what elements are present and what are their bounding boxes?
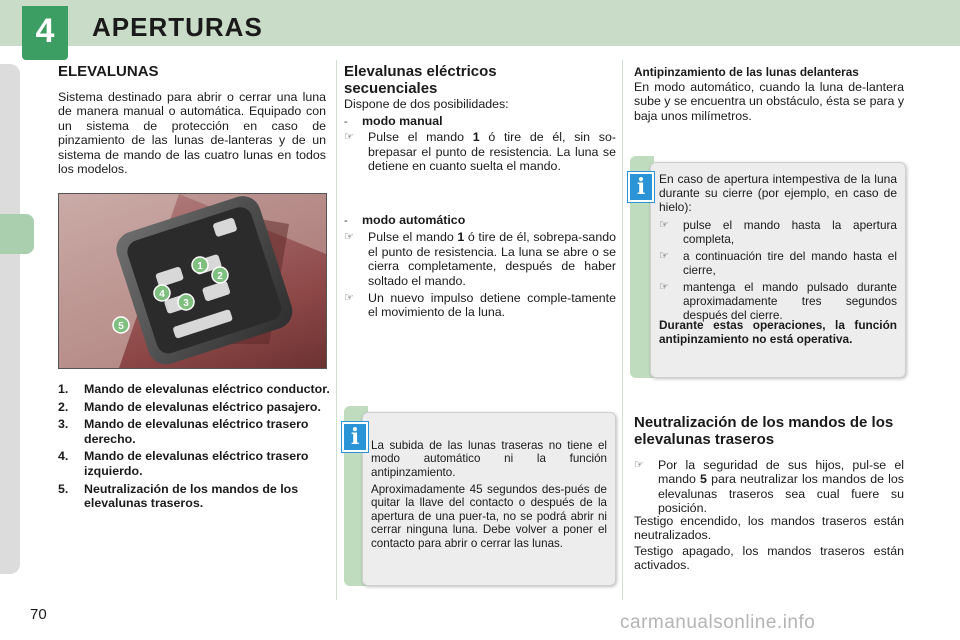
indicator-on-text: Testigo encendido, los mandos traseros están neutralizados. bbox=[634, 514, 904, 543]
info-rear-p2: Aproximadamente 45 segundos des-pués de quitar la llave del contacto o después de la apertura de una puer-ta, no se podrá abrir ni cerrar ninguna luna. Debe volver a poner el contacto para abrir o cerrar las lunas. bbox=[371, 483, 607, 550]
chapter-number-tab: 4 bbox=[22, 6, 68, 60]
pointer-bullet-icon: ☞ bbox=[659, 281, 669, 294]
info-box-antipinch bbox=[650, 162, 906, 378]
neutralizacion-instruction: ☞ Por la seguridad de sus hijos, pul-se el mando 5 para neutralizar los mandos de los elevalunas traseros sea cual fuere su posición. bbox=[634, 458, 904, 516]
info-antipinch-warning: Durante estas operaciones, la función antipinzamiento no está operativa. bbox=[659, 318, 897, 346]
indicator-off-text: Testigo apagado, los mandos traseros están activados. bbox=[634, 544, 904, 573]
legend-item: 5. Neutralización de los mandos de los elevalunas traseros. bbox=[58, 481, 299, 511]
photo-marker: 1 bbox=[197, 261, 203, 272]
auto-mode-title: modo automático bbox=[362, 213, 466, 227]
chapter-sidebar-active-marker bbox=[0, 214, 34, 254]
pointer-bullet-icon: ☞ bbox=[344, 231, 354, 244]
pointer-bullet-icon: ☞ bbox=[344, 131, 354, 144]
legend-item: 1. Mando de elevalunas eléctrico conductor. bbox=[58, 382, 330, 396]
manual-mode-block: - modo manual ☞ Pulse el mando 1 ó tire de él, sin so-brepasar el punto de resistencia. La luna se detiene en cuanto suelta el mando. bbox=[344, 114, 616, 174]
info-rear-p1: La subida de las lunas traseras no tiene el modo automático ni la función antipinzamiento. bbox=[371, 439, 607, 479]
photo-marker: 3 bbox=[183, 298, 189, 309]
watermark-text: carmanualsonline.info bbox=[620, 612, 816, 633]
info-box-rear-windows bbox=[362, 412, 616, 586]
legend-item: 4. Mando de elevalunas eléctrico trasero izquierdo. bbox=[58, 449, 309, 478]
photo-marker: 4 bbox=[159, 289, 165, 300]
secuenciales-intro: Dispone de dos posibilidades: bbox=[344, 97, 509, 111]
legend-item: 2. Mando de elevalunas eléctrico pasajero. bbox=[58, 399, 321, 414]
auto-mode-block: - modo automático ☞ Pulse el mando 1 ó tire de él, sobrepa-sando el punto de resistencia. La luna se abre o se cierra completamente, después de haber soltado el mando. ☞ Un nuevo impulso detiene comple-tamente el movimiento de la luna. bbox=[344, 213, 616, 320]
photo-marker: 5 bbox=[118, 321, 124, 332]
column-divider bbox=[622, 60, 623, 600]
info-icon: i bbox=[342, 422, 368, 452]
page-number: 70 bbox=[30, 606, 47, 623]
control-legend-list bbox=[58, 382, 330, 514]
info-antipinch-intro: En caso de apertura intempestiva de la luna durante su cierre (por ejemplo, en caso de hielo): bbox=[659, 172, 897, 214]
chapter-title: APERTURAS bbox=[92, 12, 263, 42]
manual-mode-title: modo manual bbox=[362, 114, 443, 128]
elevalunas-intro: Sistema destinado para abrir o cerrar una luna de manera manual o automática. Equipado con un sistema de protección en caso de pinzamiento de las lunas de-lanteras y de un sistema de mando de las cuatro lunas en todos los modelos. bbox=[58, 90, 326, 177]
section-heading-secuenciales: Elevalunas eléctricos secuenciales bbox=[344, 63, 497, 97]
pointer-bullet-icon: ☞ bbox=[659, 250, 669, 263]
chapter-sidebar bbox=[0, 64, 20, 574]
section-heading-antipinzamiento: Antipinzamiento de las lunas delanteras bbox=[634, 65, 859, 79]
section-heading-elevalunas: ELEVALUNAS bbox=[58, 63, 159, 80]
pointer-bullet-icon: ☞ bbox=[659, 219, 669, 231]
window-switch-photo bbox=[58, 193, 327, 369]
section-heading-neutralizacion: Neutralización de los mandos de los elevalunas traseros bbox=[634, 414, 894, 448]
pointer-bullet-icon: ☞ bbox=[344, 292, 354, 305]
column-divider bbox=[336, 60, 337, 600]
pointer-bullet-icon: ☞ bbox=[634, 459, 644, 471]
window-switch-illustration bbox=[59, 194, 326, 368]
legend-item: 3. Mando de elevalunas eléctrico trasero derecho. bbox=[58, 417, 309, 446]
info-antipinch-steps: ☞ pulse el mando hasta la apertura completa, ☞ a continuación tire del mando hasta el cierre, ☞ mantenga el mando pulsado durante aproximadamente tres segundos después del cierre. bbox=[659, 218, 897, 322]
photo-marker: 2 bbox=[217, 271, 223, 282]
info-icon: i bbox=[628, 172, 654, 202]
antipinzamiento-intro: En modo automático, cuando la luna de-lantera sube y se encuentra un obstáculo, ésta se para y baja unos milímetros. bbox=[634, 80, 905, 123]
